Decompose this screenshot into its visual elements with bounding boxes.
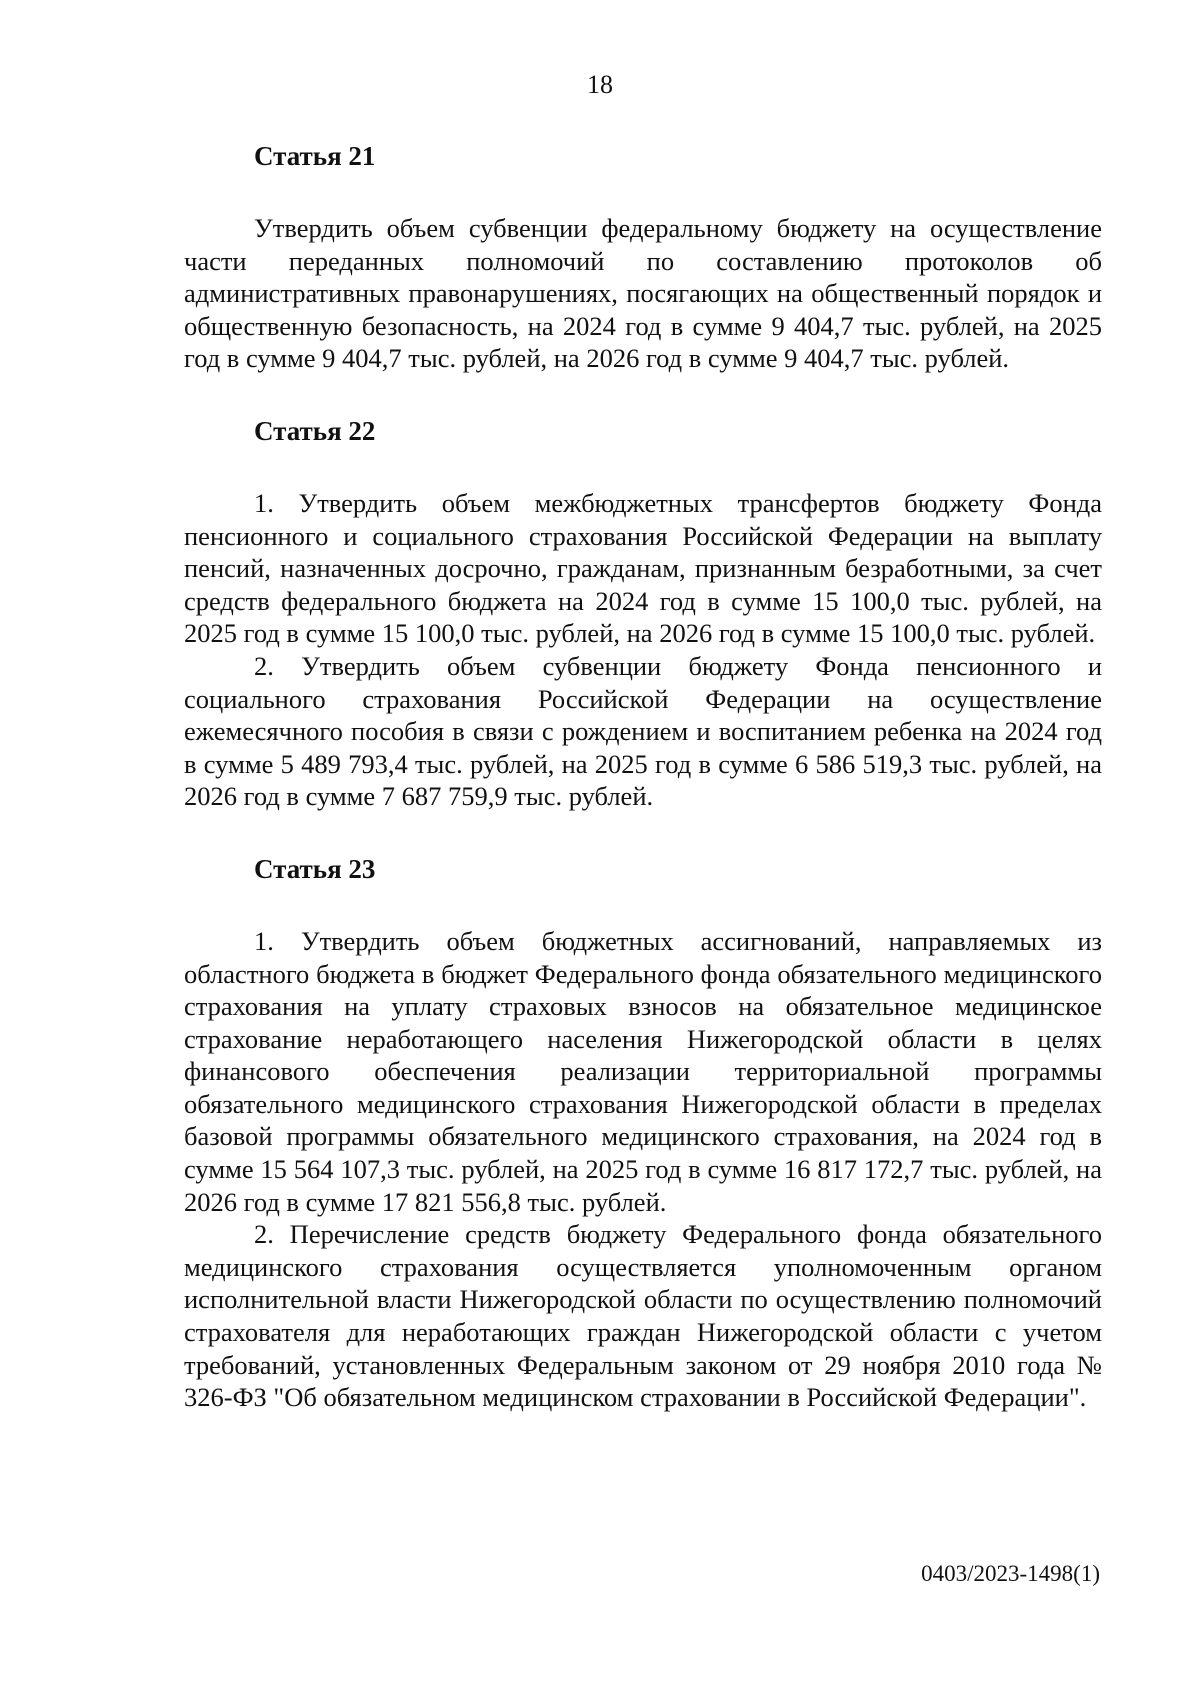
article-paragraph: 2. Перечисление средств бюджету Федерального фонда обязательного медицинского страхования осуществляется уполномоченным органом исполнительной власти Нижегородской области по осуществлению полномочий страхователя для неработающих граждан Нижегородской области с учетом требований, установленных Федеральным законом от 29 ноября 2010 года № 326-ФЗ "Об обязательном медицинском страховании в Российской Федерации". [184,1219,1102,1413]
page-number: 18 [587,70,613,99]
article-title: Статья 23 [254,853,376,884]
document-registration-code: 0403/2023-1498(1) [921,1561,1100,1586]
article-22 [184,415,1102,813]
article-paragraph: 1. Утвердить объем межбюджетных трансфертов бюджету Фонда пенсионного и социального страхования Российской Федерации на выплату пенсий, назначенных досрочно, гражданам, признанным безработными, за счет средств федерального бюджета на 2024 год в сумме 15 100,0 тыс. рублей, на 2025 год в сумме 15 100,0 тыс. рублей, на 2026 год в сумме 15 100,0 тыс. рублей. [184,487,1102,649]
article-23 [184,853,1102,1414]
article-paragraph: 2. Утвердить объем субвенции бюджету Фонда пенсионного и социального страхования Российской Федерации на осуществление ежемесячного пособия в связи с рождением и воспитанием ребенка на 2024 год в сумме 5 489 793,4 тыс. рублей, на 2025 год в сумме 6 586 519,3 тыс. рублей, на 2026 год в сумме 7 687 759,9 тыс. рублей. [184,650,1102,812]
article-21 [184,140,1102,375]
document-body [184,140,1102,1454]
article-title: Статья 21 [254,141,376,171]
article-paragraph: 1. Утвердить объем бюджетных ассигнований, направляемых из областного бюджета в бюджет Федерального фонда обязательного медицинского страхования на уплату страховых взносов на обязательное медицинское страхование неработающего населения Нижегородской области в целях финансового обеспечения реализации территориальной программы обязательного медицинского страхования Нижегородской области в пределах базовой программы обязательного медицинского страхования, на 2024 год в сумме 15 564 107,3 тыс. рублей, на 2025 год в сумме 16 817 172,7 тыс. рублей, на 2026 год в сумме 17 821 556,8 тыс. рублей. [184,925,1102,1217]
article-title: Статья 22 [254,415,376,446]
article-paragraph: Утвердить объем субвенции федеральному бюджету на осуществление части переданных полномочий по составлению протоколов об административных правонарушениях, посягающих на общественный порядок и общественную безопасность, на 2024 год в сумме 9 404,7 тыс. рублей, на 2025 год в сумме 9 404,7 тыс. рублей, на 2026 год в сумме 9 404,7 тыс. рублей. [184,213,1102,374]
